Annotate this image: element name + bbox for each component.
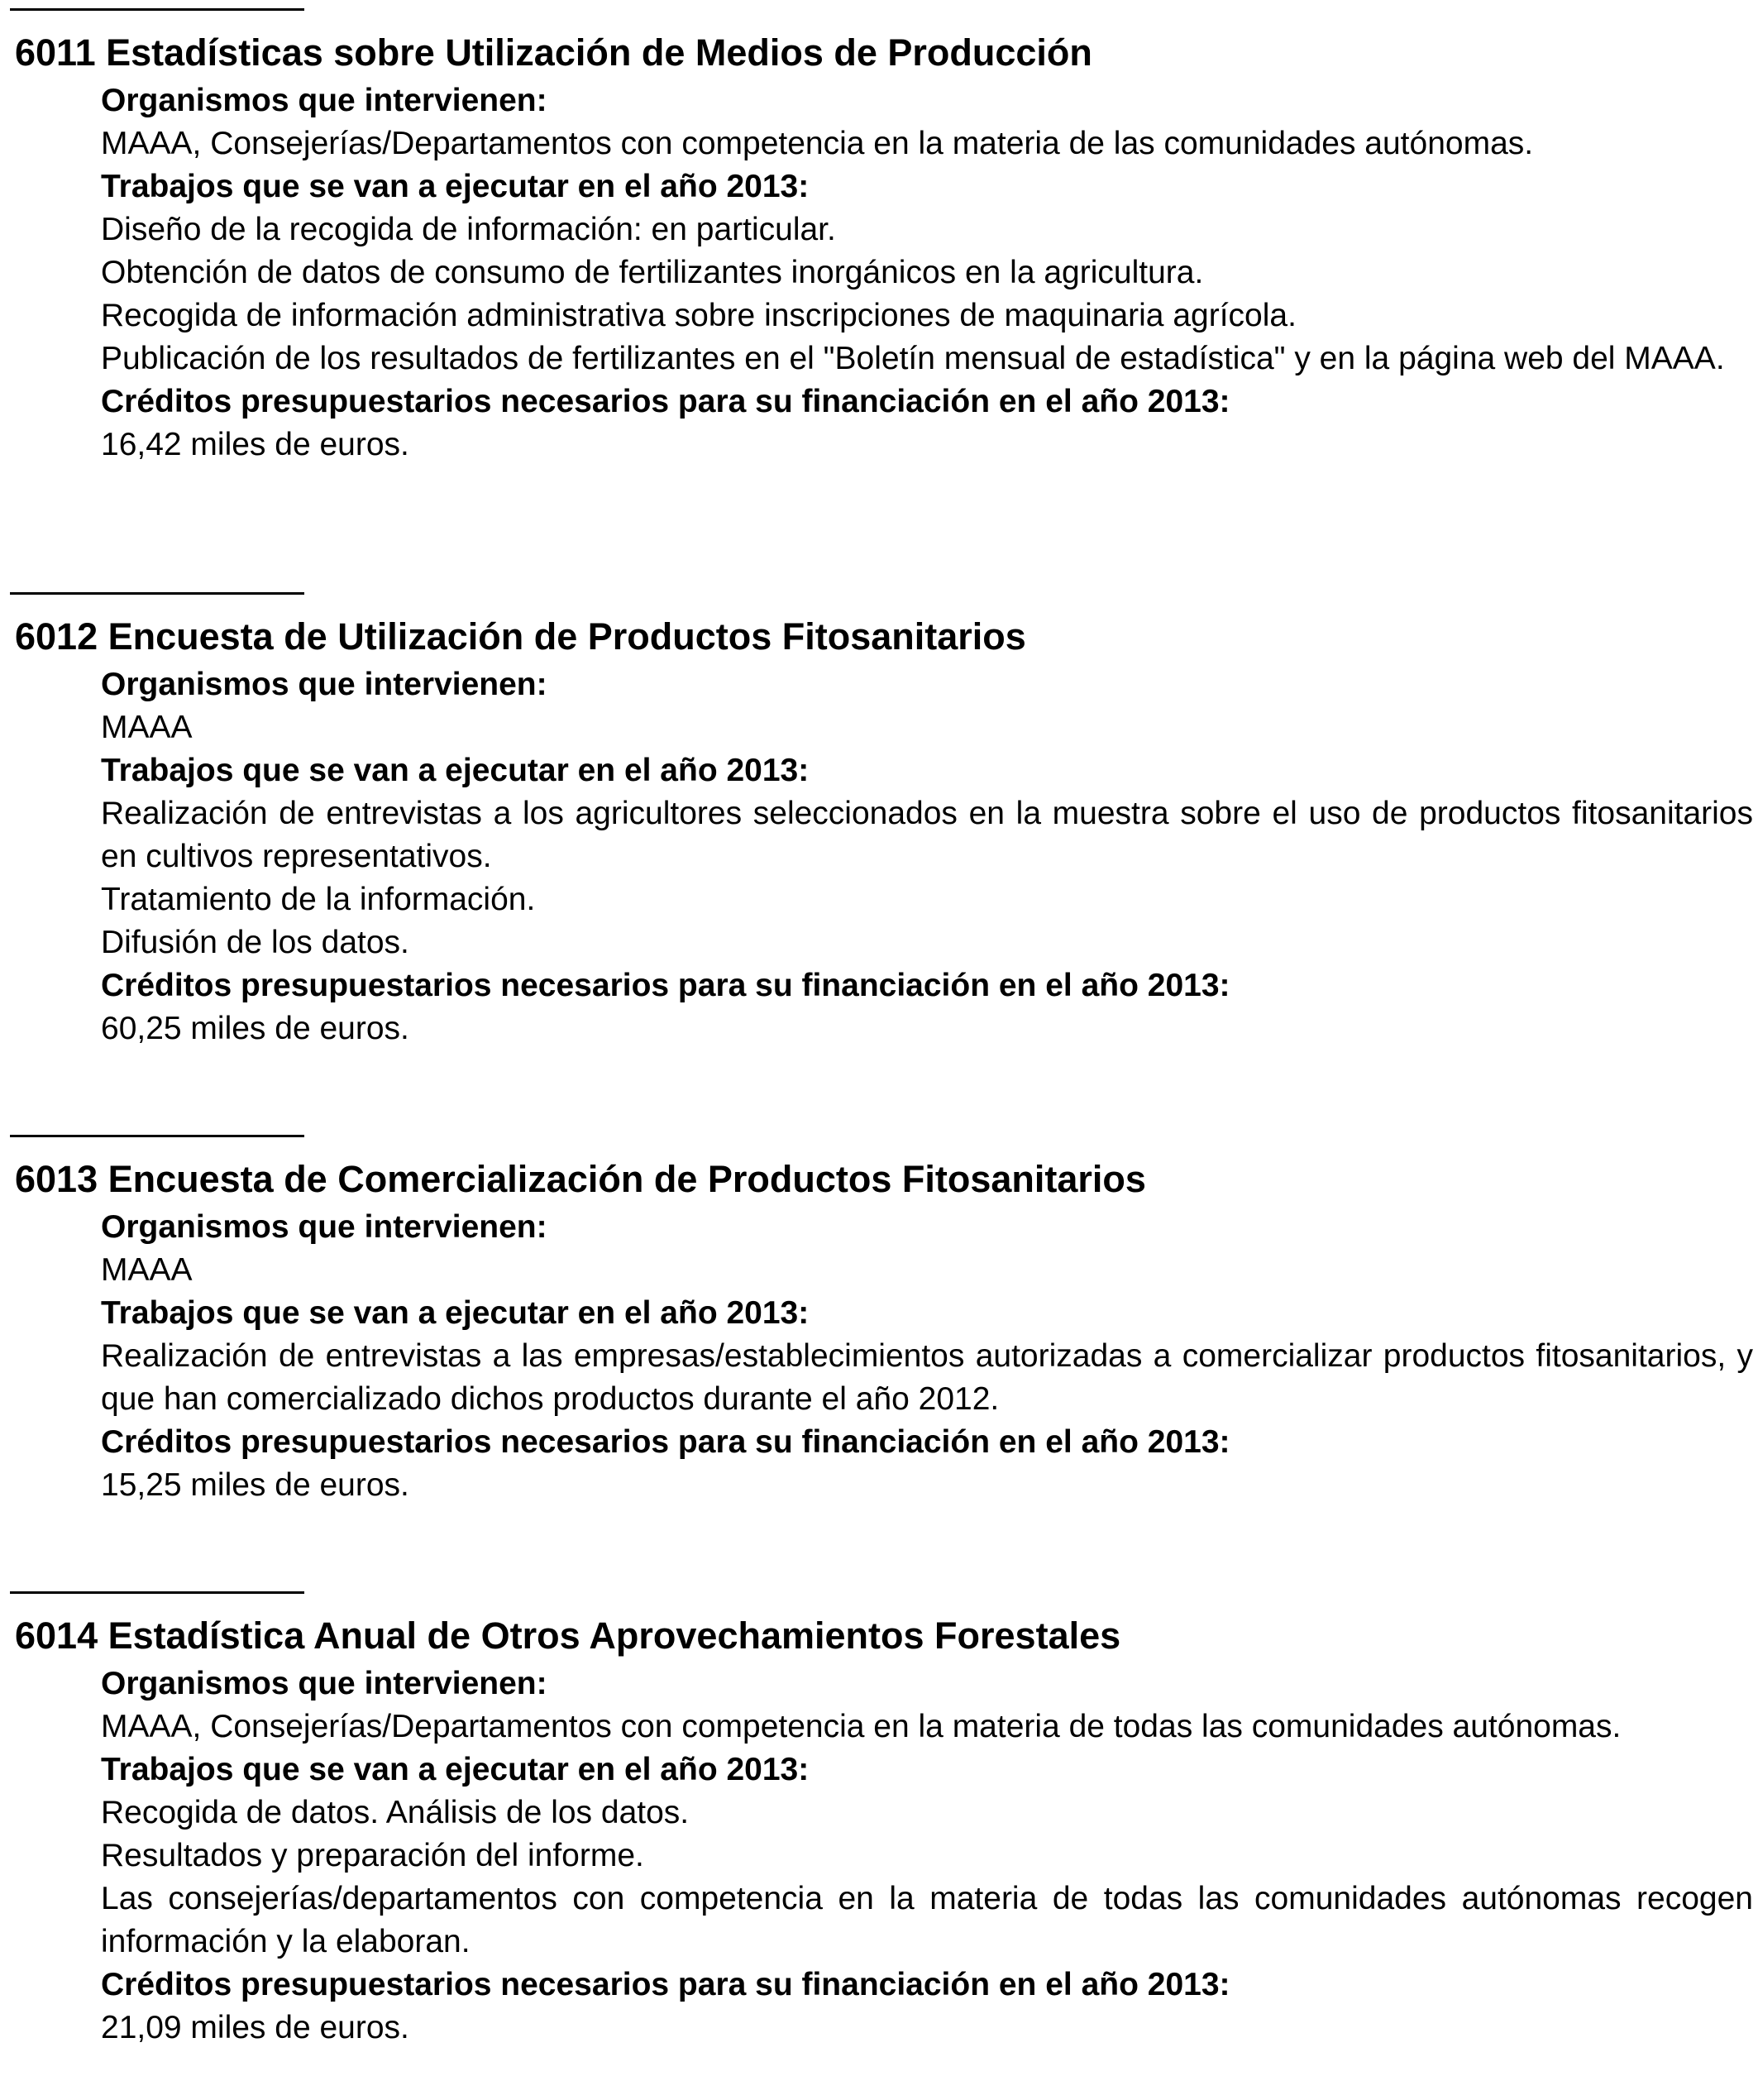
creditos-amount: 16,42 miles de euros. xyxy=(101,427,409,462)
creditos-amount: 15,25 miles de euros. xyxy=(101,1467,409,1503)
creditos-label: Créditos presupuestarios necesarios para su financiación en el año 2013: xyxy=(101,1967,1230,2002)
entry-body xyxy=(101,79,1753,466)
organismos-text: MAAA xyxy=(101,1252,193,1288)
trabajo-item: Recogida de datos. Análisis de los datos. xyxy=(101,1795,690,1830)
section-divider xyxy=(10,8,304,11)
section-divider xyxy=(10,1591,304,1594)
trabajo-item: Diseño de la recogida de información: en particular. xyxy=(101,212,836,247)
trabajo-item: Difusión de los datos. xyxy=(101,925,409,960)
organismos-text: MAAA xyxy=(101,710,193,745)
trabajos-label: Trabajos que se van a ejecutar en el año 2013: xyxy=(101,753,810,788)
creditos-label: Créditos presupuestarios necesarios para su financiación en el año 2013: xyxy=(101,968,1230,1003)
trabajo-item: Publicación de los resultados de fertilizantes en el "Boletín mensual de estadística" y en la página web del MAAA. xyxy=(101,341,1725,376)
creditos-label: Créditos presupuestarios necesarios para su financiación en el año 2013: xyxy=(101,1424,1230,1460)
trabajo-item: Realización de entrevistas a los agricultores seleccionados en la muestra sobre el uso de productos fitosanitarios en cultivos representativos. xyxy=(101,796,1753,874)
creditos-label: Créditos presupuestarios necesarios para su financiación en el año 2013: xyxy=(101,384,1230,419)
trabajo-item: Obtención de datos de consumo de fertilizantes inorgánicos en la agricultura. xyxy=(101,255,1204,290)
entry-body xyxy=(101,663,1753,1050)
organismos-label: Organismos que intervienen: xyxy=(101,1209,547,1245)
organismos-text: MAAA, Consejerías/Departamentos con competencia en la materia de las comunidades autónomas. xyxy=(101,126,1534,161)
trabajo-item: Tratamiento de la información. xyxy=(101,882,536,917)
creditos-amount: 21,09 miles de euros. xyxy=(101,2010,409,2045)
organismos-label: Organismos que intervienen: xyxy=(101,1666,547,1701)
entry-title: 6011 Estadísticas sobre Utilización de Medios de Producción xyxy=(15,31,1092,74)
trabajo-item: Recogida de información administrativa sobre inscripciones de maquinaria agrícola. xyxy=(101,298,1297,333)
organismos-label: Organismos que intervienen: xyxy=(101,83,547,118)
trabajos-label: Trabajos que se van a ejecutar en el año 2013: xyxy=(101,1295,810,1331)
section-divider xyxy=(10,592,304,595)
organismos-label: Organismos que intervienen: xyxy=(101,667,547,702)
trabajos-label: Trabajos que se van a ejecutar en el año 2013: xyxy=(101,1752,810,1787)
trabajos-label: Trabajos que se van a ejecutar en el año 2013: xyxy=(101,169,810,204)
entry-body xyxy=(101,1662,1753,2050)
trabajo-item: Realización de entrevistas a las empresas/establecimientos autorizadas a comercializar productos fitosanitarios, y que han comercializado dichos productos durante el año 2012. xyxy=(101,1338,1753,1417)
trabajo-item: Resultados y preparación del informe. xyxy=(101,1838,644,1873)
creditos-amount: 60,25 miles de euros. xyxy=(101,1011,409,1046)
entry-title: 6012 Encuesta de Utilización de Productos Fitosanitarios xyxy=(15,615,1026,658)
entry-title: 6014 Estadística Anual de Otros Aprovechamientos Forestales xyxy=(15,1614,1121,1657)
entry-body xyxy=(101,1206,1753,1507)
organismos-text: MAAA, Consejerías/Departamentos con competencia en la materia de todas las comunidades autónomas. xyxy=(101,1709,1622,1744)
trabajo-item: Las consejerías/departamentos con competencia en la materia de todas las comunidades autónomas recogen información y la elaboran. xyxy=(101,1881,1753,1959)
entry-title: 6013 Encuesta de Comercialización de Productos Fitosanitarios xyxy=(15,1158,1146,1200)
section-divider xyxy=(10,1135,304,1137)
